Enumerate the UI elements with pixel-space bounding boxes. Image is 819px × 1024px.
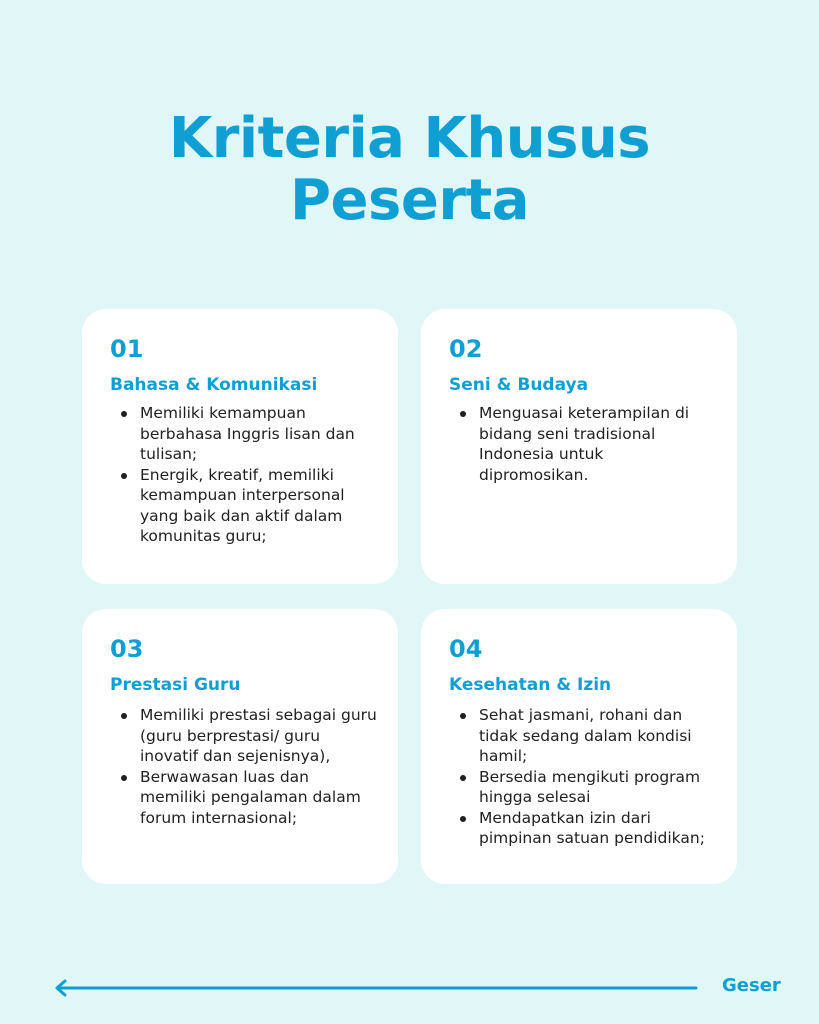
criteria-card-3	[82, 609, 398, 884]
criteria-list	[110, 705, 378, 828]
card-number: 02	[449, 335, 483, 363]
list-item: Bersedia mengikuti program hingga selesai	[479, 767, 717, 808]
list-item: Memiliki kemampuan berbahasa Inggris lisan dan tulisan;	[140, 403, 378, 465]
page-title	[0, 108, 819, 232]
swipe-label[interactable]: Geser	[722, 975, 781, 996]
title-line-1: Kriteria Khusus	[168, 106, 651, 171]
criteria-list	[449, 403, 717, 485]
card-number: 04	[449, 635, 483, 663]
criteria-card-1	[82, 309, 398, 584]
card-number: 01	[110, 335, 144, 363]
title-line-2: Peserta	[289, 168, 529, 233]
card-heading: Seni & Budaya	[449, 375, 589, 395]
card-heading: Prestasi Guru	[110, 675, 241, 695]
criteria-list	[110, 403, 378, 547]
list-item: Sehat jasmani, rohani dan tidak sedang dalam kondisi hamil;	[479, 705, 717, 767]
list-item: Menguasai keterampilan di bidang seni tradisional Indonesia untuk dipromosikan.	[479, 403, 717, 485]
list-item: Memiliki prestasi sebagai guru (guru berprestasi/ guru inovatif dan sejenisnya),	[140, 706, 377, 765]
list-item: Mendapatkan izin dari pimpinan satuan pendidikan;	[479, 808, 717, 849]
card-heading: Kesehatan & Izin	[449, 675, 612, 695]
criteria-card-4	[421, 609, 737, 884]
card-number: 03	[110, 635, 144, 663]
list-item: Energik, kreatif, memiliki kemampuan interpersonal yang baik dan aktif dalam komunitas guru;	[140, 465, 378, 547]
criteria-list	[449, 705, 717, 849]
arrow-left-icon[interactable]	[54, 978, 698, 998]
criteria-card-2	[421, 309, 737, 584]
list-item: Berwawasan luas dan memiliki pengalaman dalam forum internasional;	[140, 767, 378, 829]
card-heading: Bahasa & Komunikasi	[110, 375, 318, 395]
